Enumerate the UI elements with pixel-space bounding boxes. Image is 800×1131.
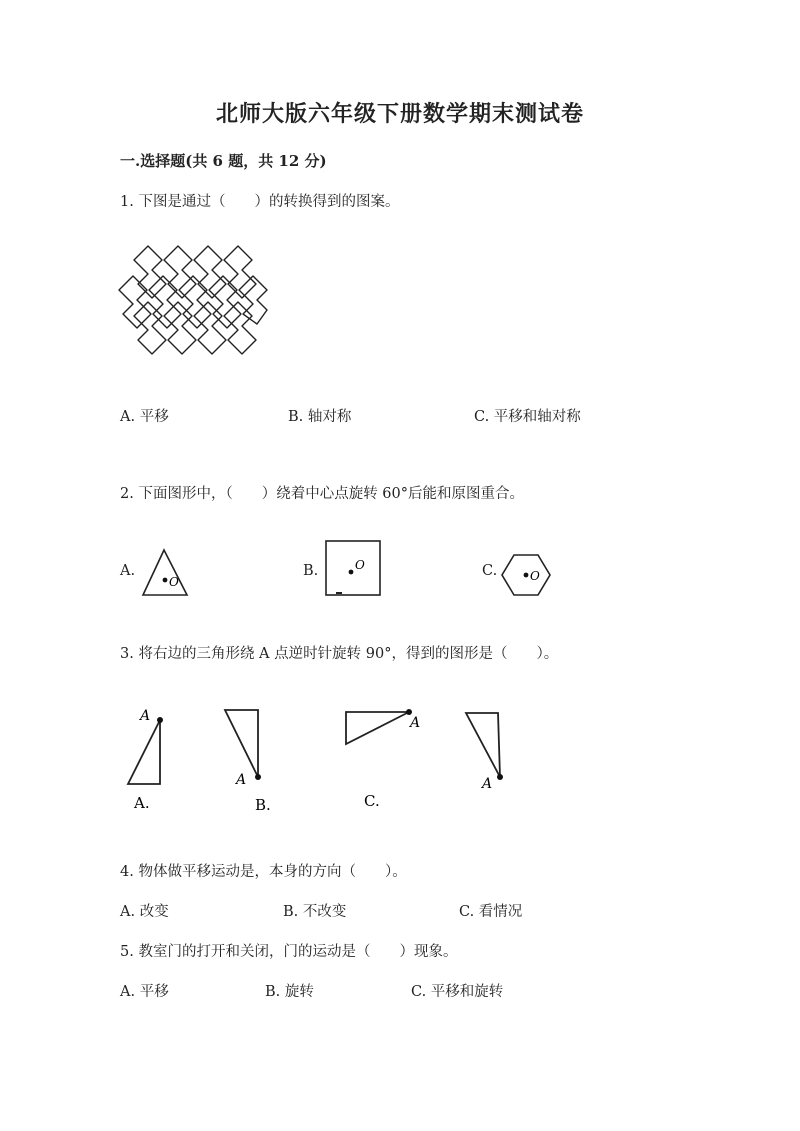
q2-a-center-label: O bbox=[169, 575, 179, 589]
q3-option-b-label: B. bbox=[255, 796, 271, 814]
question-2-text: 2. 下面图形中，（ ）绕着中心点旋转 60°后能和原图重合。 bbox=[120, 486, 525, 502]
q4-option-a[interactable]: A. 改变 bbox=[120, 904, 169, 920]
q3-d-point-label: A bbox=[482, 776, 493, 792]
question-3-text: 3. 将右边的三角形绕 A 点逆时针旋转 90°，得到的图形是（ ）。 bbox=[120, 646, 559, 662]
q2-hexagon-figure bbox=[500, 553, 552, 597]
q4-option-c[interactable]: C. 看情况 bbox=[459, 904, 523, 920]
q3-option-c-label: C. bbox=[364, 792, 380, 810]
question-4-text: 4. 物体做平移运动是，本身的方向（ ）。 bbox=[120, 864, 407, 880]
q3-option-d-figure[interactable] bbox=[460, 700, 520, 800]
q3-a-point-label: A bbox=[140, 708, 151, 724]
q5-option-b[interactable]: B. 旋转 bbox=[265, 984, 314, 1000]
q4-option-b[interactable]: B. 不改变 bbox=[283, 904, 347, 920]
q3-c-point-label: A bbox=[410, 715, 421, 731]
question-1-pattern-figure bbox=[118, 240, 268, 358]
q2-c-center-label: O bbox=[530, 569, 540, 583]
question-5-text: 5. 教室门的打开和关闭，门的运动是（ ）现象。 bbox=[120, 944, 458, 960]
q3-b-point-label: A bbox=[236, 772, 247, 788]
q5-option-c[interactable]: C. 平移和旋转 bbox=[411, 984, 504, 1000]
q3-option-a-label: A. bbox=[134, 794, 150, 812]
q5-option-a[interactable]: A. 平移 bbox=[120, 984, 169, 1000]
q2-option-b-label[interactable]: B. bbox=[303, 563, 319, 579]
q3-option-a-figure[interactable] bbox=[120, 700, 180, 816]
q2-square-figure bbox=[322, 538, 382, 598]
q2-b-center-label: O bbox=[355, 558, 365, 572]
q2-option-c-label[interactable]: C. bbox=[482, 563, 498, 579]
q1-option-b[interactable]: B. 轴对称 bbox=[288, 409, 352, 425]
q2-triangle-figure bbox=[140, 546, 192, 598]
q1-option-c[interactable]: C. 平移和轴对称 bbox=[474, 409, 581, 425]
q1-option-a[interactable]: A. 平移 bbox=[120, 409, 169, 425]
q2-option-a-label[interactable]: A. bbox=[120, 563, 136, 579]
page-title: 北师大版六年级下册数学期末测试卷 bbox=[215, 101, 584, 127]
q3-option-c-figure[interactable] bbox=[338, 700, 428, 816]
question-1-text: 1. 下图是通过（ ）的转换得到的图案。 bbox=[120, 194, 400, 210]
section-heading: 一.选择题(共 6 题，共 12 分) bbox=[120, 152, 327, 170]
q3-option-b-figure[interactable] bbox=[218, 700, 278, 816]
